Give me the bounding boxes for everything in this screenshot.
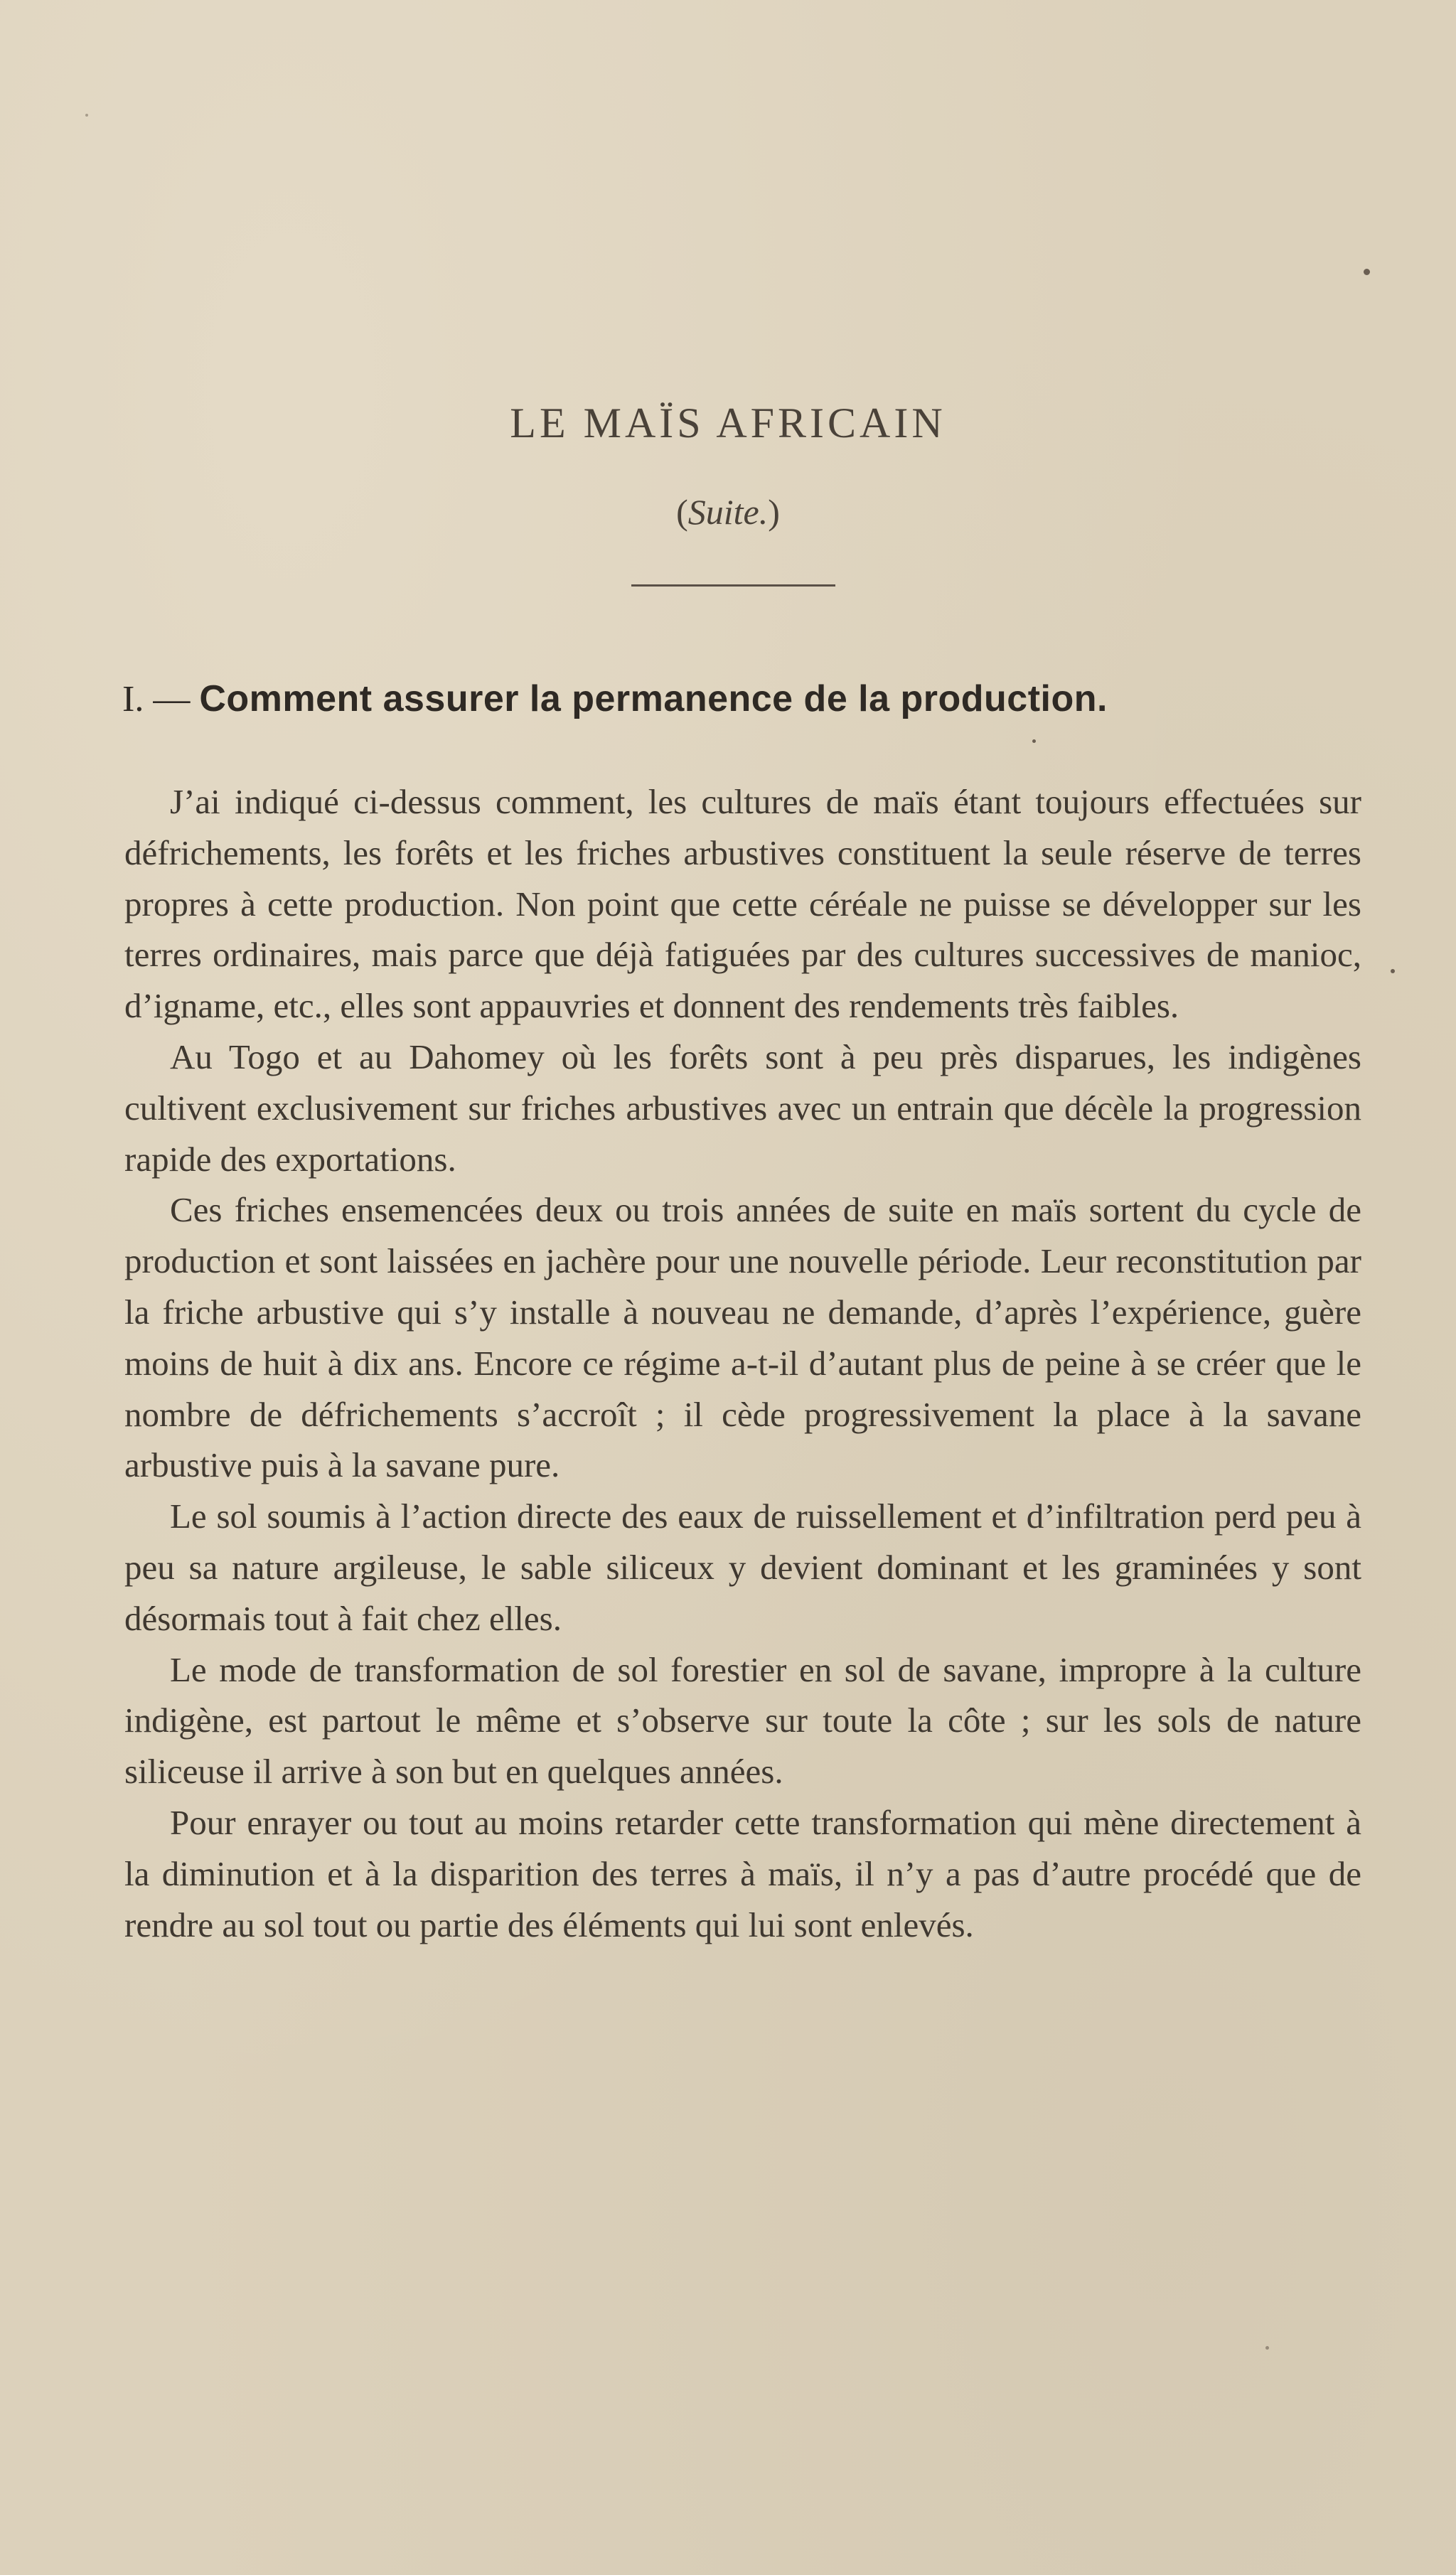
section-heading (122, 677, 1366, 722)
article-title: LE MAÏS AFRICAIN (510, 400, 946, 446)
article-body (124, 776, 1361, 1950)
title-divider (631, 584, 835, 587)
subtitle-text: Suite. (687, 492, 769, 532)
section-number: I. — (122, 679, 191, 719)
paragraph: Ces friches ensemencées deux ou trois années de suite en maïs sortent du cycle de production et sont laissées en jachère pour une nouvelle période. Leur reconstitution par la friche arbustive qui s’y installe à nouveau ne demande, d’après l’expérience, guère moins de huit à dix ans. Encore ce régime a-t-il d’autant plus de peine à se créer que le nombre de défrichements s’accroît ; il cède progressivement la place à la savane arbustive puis à la savane pure. (124, 1190, 1361, 1485)
paper-speck (85, 114, 88, 117)
article-subtitle (0, 494, 1456, 530)
paragraph: Pour enrayer ou tout au moins retarder cette transformation qui mène directement à la diminution et à la disparition des terres à maïs, il n’y a pas d’autre procédé que de rendre au sol tout ou partie des éléments qui lui sont enlevés. (124, 1802, 1361, 1944)
section-title: Comment assurer la permanence de la production. (199, 678, 1108, 719)
paragraph: Le mode de transformation de sol forestier en sol de savane, impropre à la culture indigène, est partout le même et s’observe sur toute la côte ; sur les sols de nature siliceuse il arrive à son but en quelques années. (124, 1649, 1361, 1792)
paper-speck (1265, 2346, 1269, 2350)
subtitle-open-paren: ( (676, 492, 688, 532)
paper-speck (1032, 739, 1036, 743)
paragraph: J’ai indiqué ci-dessus comment, les cultures de maïs étant toujours effectuées sur défrichements, les forêts et les friches arbustives constituent la seule réserve de terres propres à cette production. Non point que cette céréale ne puisse se développer sur les terres ordinaires, mais parce que déjà fatiguées par des cultures successives de manioc, d’igname, etc., elles sont appauvries et donnent des rendements très faibles. (124, 782, 1361, 1026)
paper-speck (1364, 269, 1370, 275)
paragraph: Le sol soumis à l’action directe des eaux de ruissellement et d’infiltration perd peu à peu sa nature argileuse, le sable siliceux y devient dominant et les graminées y sont désormais tout à fait chez elles. (124, 1497, 1361, 1638)
paper-speck (1391, 969, 1395, 973)
paragraph: Au Togo et au Dahomey où les forêts sont à peu près disparues, les indigènes cultivent exclusivement sur friches arbustives avec un entrain que décèle la progression rapide des exportations. (124, 1037, 1361, 1179)
subtitle-close-paren: ) (768, 492, 780, 532)
